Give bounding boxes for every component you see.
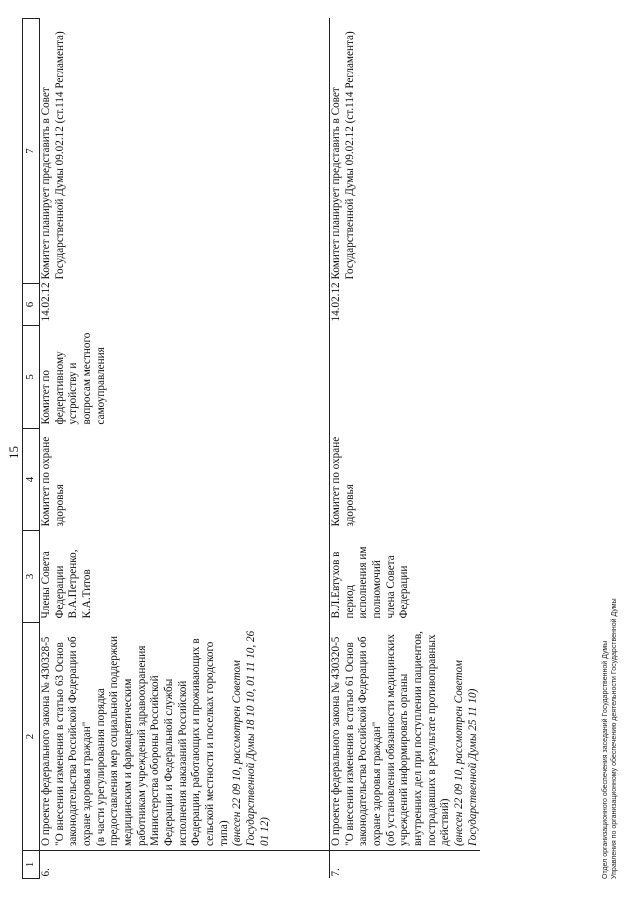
bill-subject: (об установлении обязанности медицинских учреждений информировать органы внутренних дел при поступлении пациентов, пострадавших в результате противоправных действий) xyxy=(384,631,452,846)
bill-description-cell xyxy=(40,623,330,851)
page-number: 15 xyxy=(6,446,21,459)
table-row xyxy=(40,19,330,879)
responsible-committee-cell: Комитет по охране здоровья xyxy=(330,429,481,531)
footer-line: Отдел организационного обеспечения заседаний Государственной Думы xyxy=(602,640,609,879)
initiator-cell: В.Л.Евтухов в период исполнения им полномочий члена Совета Федерации xyxy=(330,531,481,623)
footer-line: Управления по организационному обеспечению деятельности Государственной Думы xyxy=(610,598,618,879)
note-cell: Комитет планирует представить в Совет Государственной Думы 09.02.12 (ст.114 Регламента) xyxy=(330,19,481,284)
bills-table xyxy=(22,18,480,879)
date-cell: 14.02.12 xyxy=(330,284,481,326)
co-executor-cell: Комитет по федеративному устройству и вопросам местного самоуправления xyxy=(40,326,330,429)
footer xyxy=(602,598,620,879)
column-header-1: 1 xyxy=(23,851,40,879)
bill-subject: (в части урегулирования порядка предоставления мер социальной поддержки медицинским и фармацевтическим работникам учреждений здравоохранения Министерства обороны Российской Федерации и Федеральной службы исполнения наказаний Российской Федерации, работающих и проживающих в сельской местности и поселках городского типа) xyxy=(94,636,230,846)
column-header-7: 7 xyxy=(23,19,40,284)
row-number: 6. xyxy=(40,851,330,879)
responsible-committee-cell: Комитет по охране здоровья xyxy=(40,429,330,531)
bill-history: (внесен 22 09 10, рассмотрен Советом Государственной Думы 25 11 10) xyxy=(452,660,479,846)
column-header-4: 4 xyxy=(23,429,40,531)
bill-title: О проекте федерального закона № 430328-5 "О внесении изменения в статью 63 Основ законодательства Российской Федерации об охране здоровья граждан" xyxy=(40,636,93,846)
column-header-5: 5 xyxy=(23,326,40,429)
bill-history: (внесен 22 09 10, рассмотрен Советом Государственной Думы 18 10 10, 01 11 10, 26 01 12) xyxy=(231,630,271,846)
bill-description-cell xyxy=(330,623,481,851)
column-header-6: 6 xyxy=(23,284,40,326)
date-cell: 14.02.12 xyxy=(40,284,330,326)
note-cell: Комитет планирует представить в Совет Государственной Думы 09.02.12 (ст.114 Регламента) xyxy=(40,19,330,284)
table-header-row xyxy=(23,19,40,879)
row-number: 7. xyxy=(330,851,481,879)
column-header-2: 2 xyxy=(23,623,40,851)
initiator-cell: Члены Совета Федерации В.А.Петренко, К.А.Титов xyxy=(40,531,330,623)
co-executor-cell xyxy=(330,326,481,429)
column-header-3: 3 xyxy=(23,531,40,623)
bill-title: О проекте федерального закона № 430320-5 "О внесении изменения в статью 61 Основ законодательства Российской Федерации об охране здоровья граждан" xyxy=(330,636,383,846)
table-row xyxy=(330,19,481,879)
